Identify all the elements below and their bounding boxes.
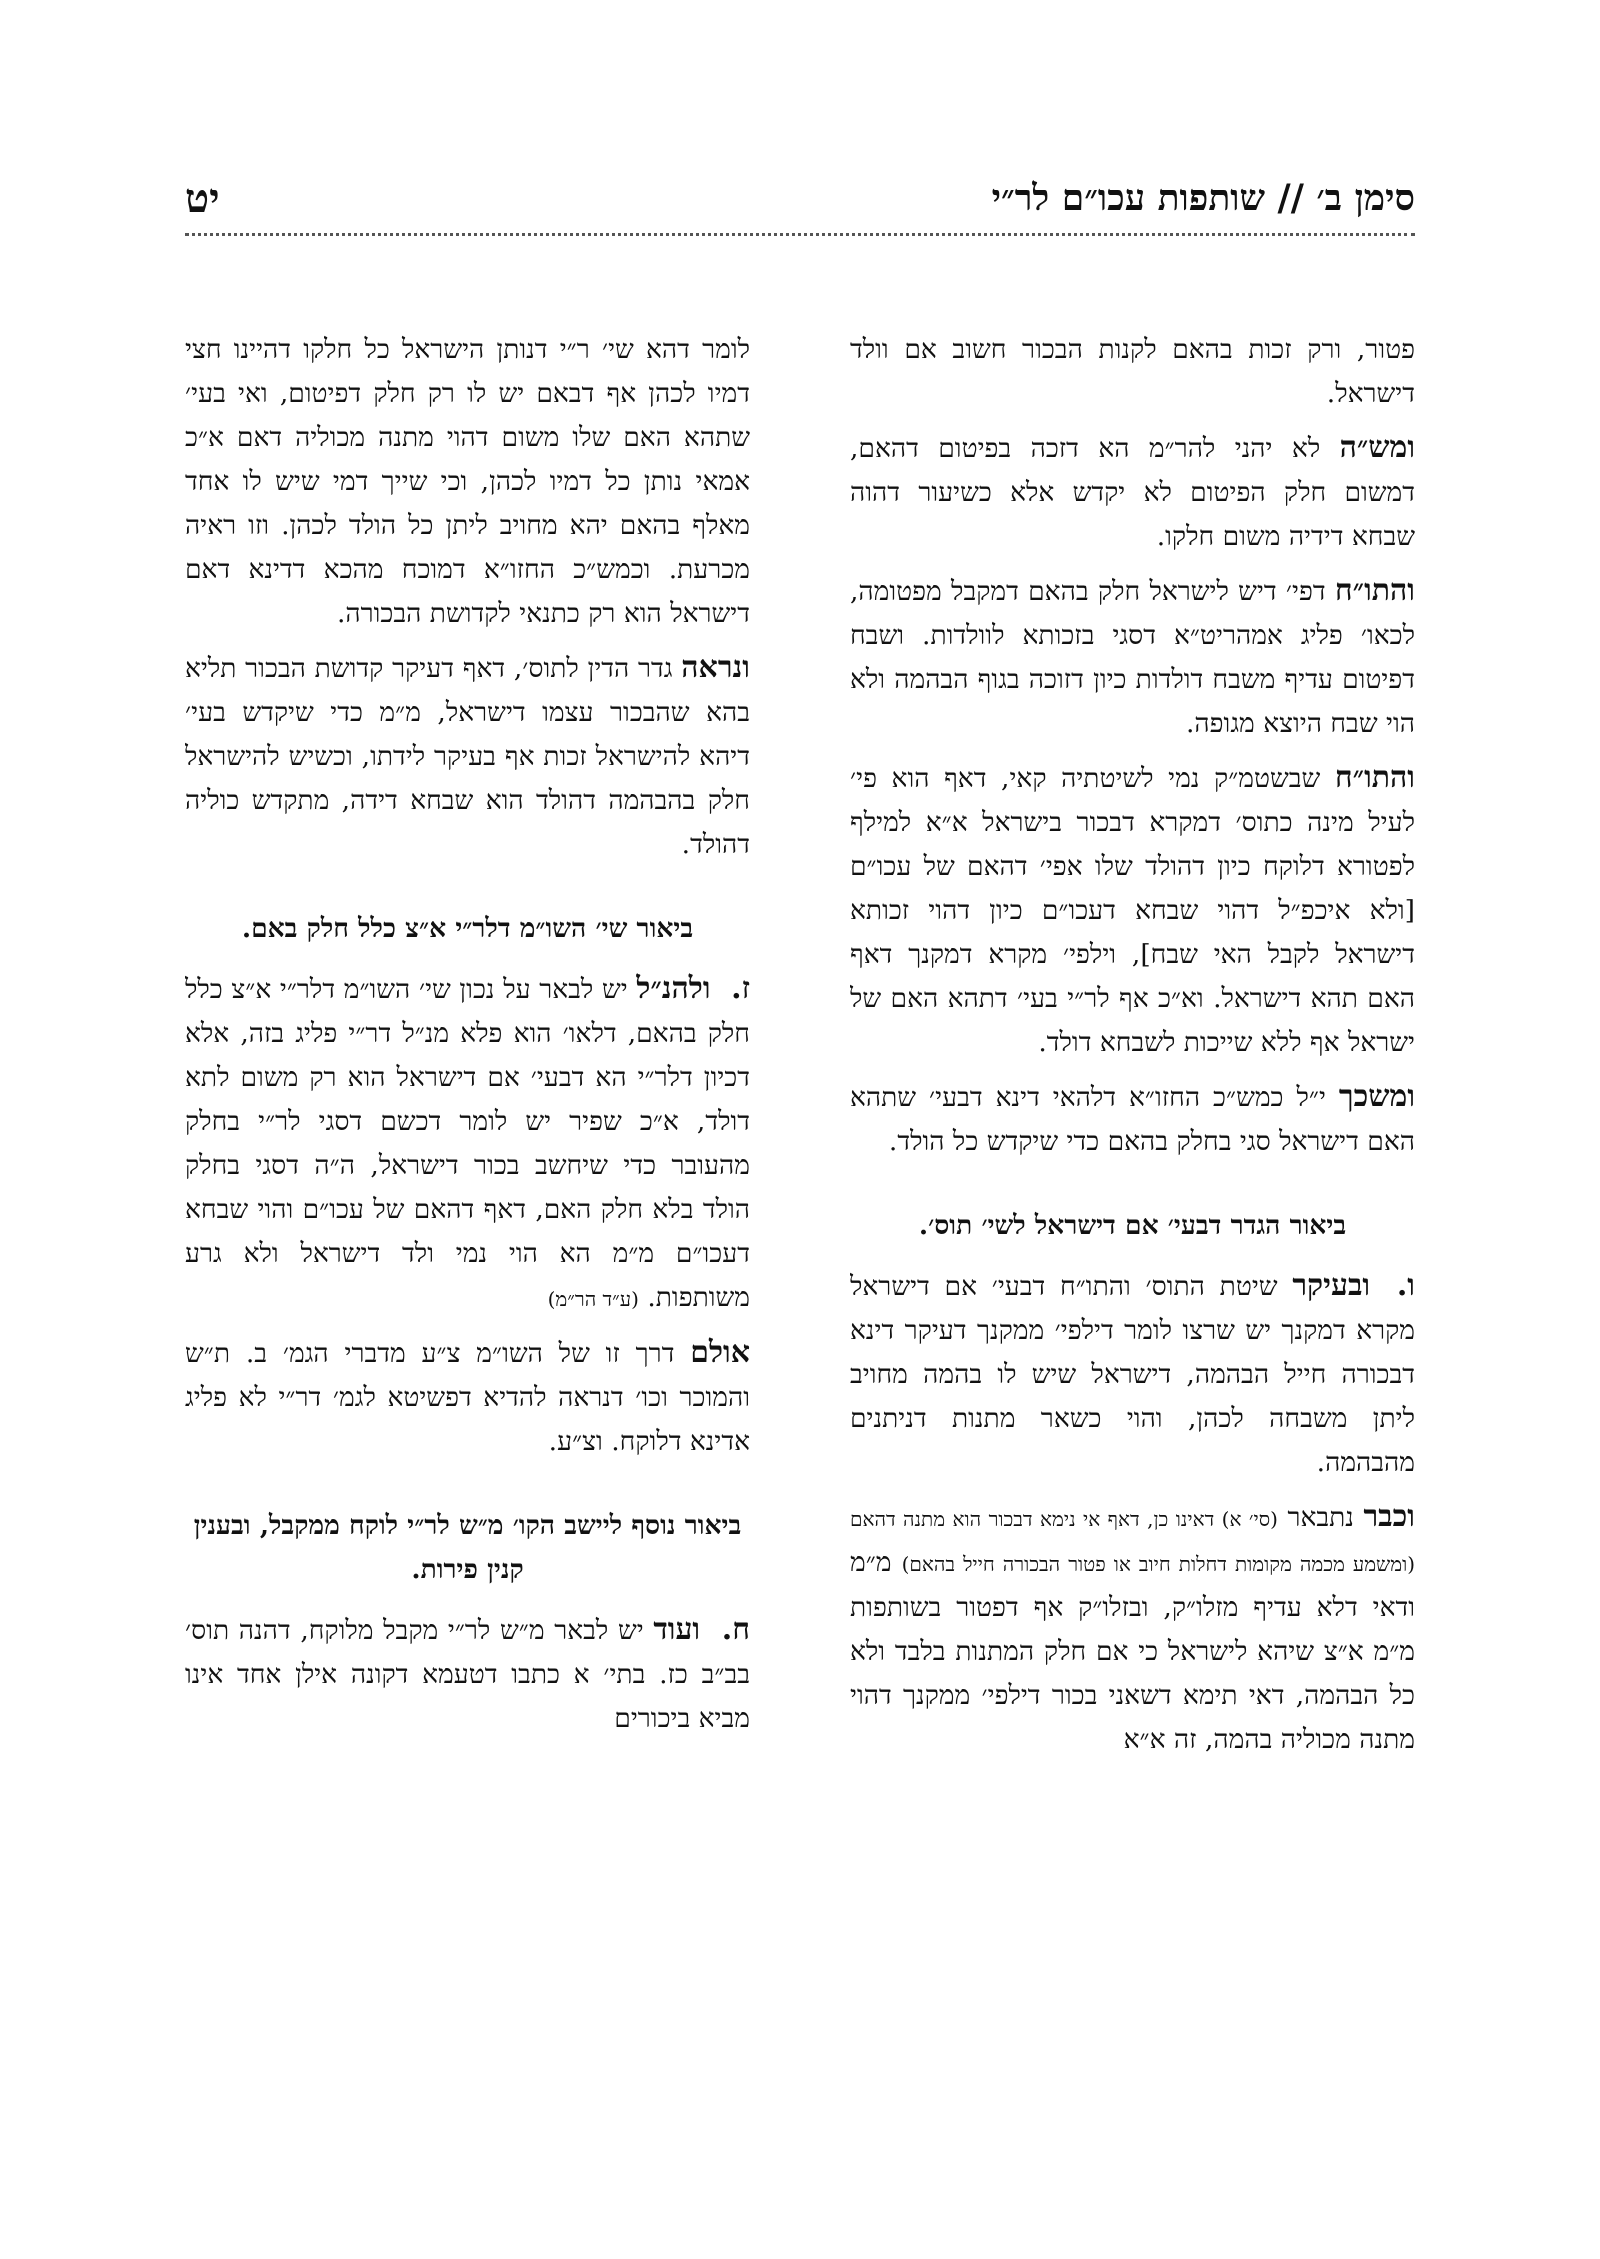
paragraph [850,569,1415,746]
lead-word: והתו״ח [1334,760,1415,795]
paragraph-text: יש לבאר על נכון שי׳ השו״מ דלר״י א״צ כלל חלק בהאם, דלאו׳ הוא פלא מנ״ל דר״י פליג בזה, אלא דכיון דלר״י הא דבעי׳ אם דישראל הוא רק משום לתא דולד, א״כ שפיר יש לומר דכשם דסגי לר״י בחלק מהעובר כדי שיחשב בכור דישראל, ה״ה דסגי בחלק הולד בלא חלק האם, דאף דהאם של עכו״ם והוי שבחא דעכו״ם מ״מ הא הוי נמי ולד דישראל ולא גרע משותפות. [185,974,750,1313]
paragraph [850,1495,1415,1762]
paragraph-text: לא יהני להר״מ הא דזכה בפיטום דהאם, דמשום חלק הפיטום לא יקדש אלא כשיעור דהוה שבחא דידיה משום חלקו. [850,433,1415,552]
paragraph-text: פטור, ורק זכות בהאם לקנות הבכור חשוב אם וולד דישראל. [850,334,1415,409]
page-number: יט [185,174,220,222]
section-heading: ביאור הגדר דבעי׳ אם דישראל לשי׳ תוס׳. [918,1210,1347,1241]
lead-word: ונראה [681,650,750,685]
lead-word: וכבר [1363,1499,1415,1534]
paragraph [850,426,1415,559]
lead-word: אולם [690,1335,750,1370]
paragraph-text: שבשטמ״ק נמי לשיטתיה קאי, דאף הוא פי׳ לעיל מינה כתוס׳ דמקרא דבכור בישראל א״א למילף לפטורא דלוקח כיון דהולד שלו אפי׳ דהאם של עכו״ם [ולא איכפ״ל דהוי שבחא דעכו״ם כיון דהוי זכותא דישראל לקבל האי שבח], וילפי׳ מקרא דמקנך דאף האם תהא דישראל. וא״כ אף לר״י בעי׳ דתהא האם של ישראל אף ללא שייכות לשבחא דולד. [850,763,1415,1058]
lead-word: ומשכך [1338,1079,1415,1114]
section-heading: ביאור נוסף ליישב הקו׳ מ״ש לר״י לוקח ממקבל, ובענין קנין פירות. [193,1510,742,1585]
header-divider [185,233,1415,236]
parenthetical-note: (ע״ד הר״מ) [547,1287,639,1311]
section-heading: ביאור שי׳ השו״מ דלר״י א״צ כלל חלק באם. [241,913,694,944]
paragraph [185,1608,750,1741]
paragraph-number: ז. [731,971,750,1006]
page-header [185,168,1415,228]
left-column [185,328,750,2208]
paragraph-text: מ״מ ודאי דלא עדיף מזלו״ק, ובזלו״ק אף דפטור בשותפות מ״מ א״צ שיהא לישראל כי אם חלק המתנות בלבד ולא כל הבהמה, דאי תימא דשאני בכור דילפי׳ ממקנך דהוי מתנה מכוליה בהמה, זה א״א [850,1547,1415,1755]
paragraph [185,646,750,867]
paragraph-number: ו. [1396,1268,1415,1303]
paragraph-text: יש לבאר מ״ש לר״י מקבל מלוקח, דהנה תוס׳ בב״ב כז. בתי׳ א כתבו דטעמא דקונה אילן אחד אינו מביא ביכורים [185,1615,750,1734]
lead-word: ולהנ״ל [636,971,711,1006]
paragraph [185,967,750,1321]
parenthetical-note: (סי׳ א) דאינו כן, דאף אי נימא דבכור הוא מתנה דהאם (ומשמע מכמה מקומות דחלות חיוב או פטור הבכורה חייל בהאם) [850,1507,1415,1576]
lead-word: ועוד [653,1612,701,1647]
paragraph-text: י״ל כמש״כ החזו״א דלהאי דינא דבעי׳ שתהא האם דישראל סגי בחלק בהאם כדי שיקדש כל הולד. [850,1082,1415,1157]
paragraph [185,1331,750,1464]
lead-word: ובעיקר [1292,1268,1371,1303]
paragraph [850,1264,1415,1485]
right-column [850,328,1415,2208]
paragraph-number: ח. [721,1612,750,1647]
paragraph [850,1075,1415,1164]
running-title: סימן ב׳ // שותפות עכו״ם לר״י [991,177,1415,219]
paragraph-text: לומר דהא שי׳ ר״י דנותן הישראל כל חלקו דהיינו חצי דמיו לכהן אף דבאם יש לו רק חלק דפיטום, ואי בעי׳ שתהא האם שלו משום דהוי מתנה מכוליה דאם א״כ אמאי נותן כל דמיו לכהן, וכי שייך דמי שיש לו אחד מאלף בהאם יהא מחויב ליתן כל הולד לכהן. וזו ראיה מכרעת. וכמש״כ החזו״א דמוכח מהכא דדינא דאם דישראל הוא רק כתנאי לקדושת הבכורה. [185,334,750,629]
paragraph-text: שיטת התוס׳ והתו״ח דבעי׳ אם דישראל מקרא דמקנך יש שרצו לומר דילפי׳ ממקנך דעיקר דינא דבכורה חייל הבהמה, דישראל שיש לו בהמה מחויב ליתן משבחה לכהן, והוי כשאר מתנות דניתנים מהבהמה. [850,1271,1415,1478]
lead-word: ומש״ה [1339,430,1415,465]
paragraph [850,756,1415,1065]
paragraph-text: דפי׳ דיש לישראל חלק בהאם דמקבל מפטומה, לכאו׳ פליג אמהריט״א דסגי בזכותא לוולדות. ושבח דפיטום עדיף משבח דולדות כיון דזוכה בגוף הבהמה ולא הוי שבח היוצא מגופה. [850,576,1415,739]
paragraph [185,328,750,636]
paragraph-text: נתבאר [1287,1502,1354,1533]
paragraph-text: דרך זו של השו״מ צ״ע מדברי הגמ׳ ב. ת״ש והמוכר וכו׳ דנראה להדיא דפשיטא לגמ׳ דר״י לא פליג אדינא דלוקח. וצ״ע. [185,1338,750,1457]
paragraph-text: גדר הדין לתוס׳, דאף דעיקר קדושת הבכור תליא בהא שהבכור עצמו דישראל, מ״מ כדי שיקדש בעי׳ דיהא להישראל זכות אף בעיקר לידתו, וכשיש להישראל חלק בהבהמה דהולד הוא שבחא דידה, מתקדש כוליה דהולד. [185,653,750,860]
lead-word: והתו״ח [1334,573,1415,608]
paragraph [850,328,1415,416]
